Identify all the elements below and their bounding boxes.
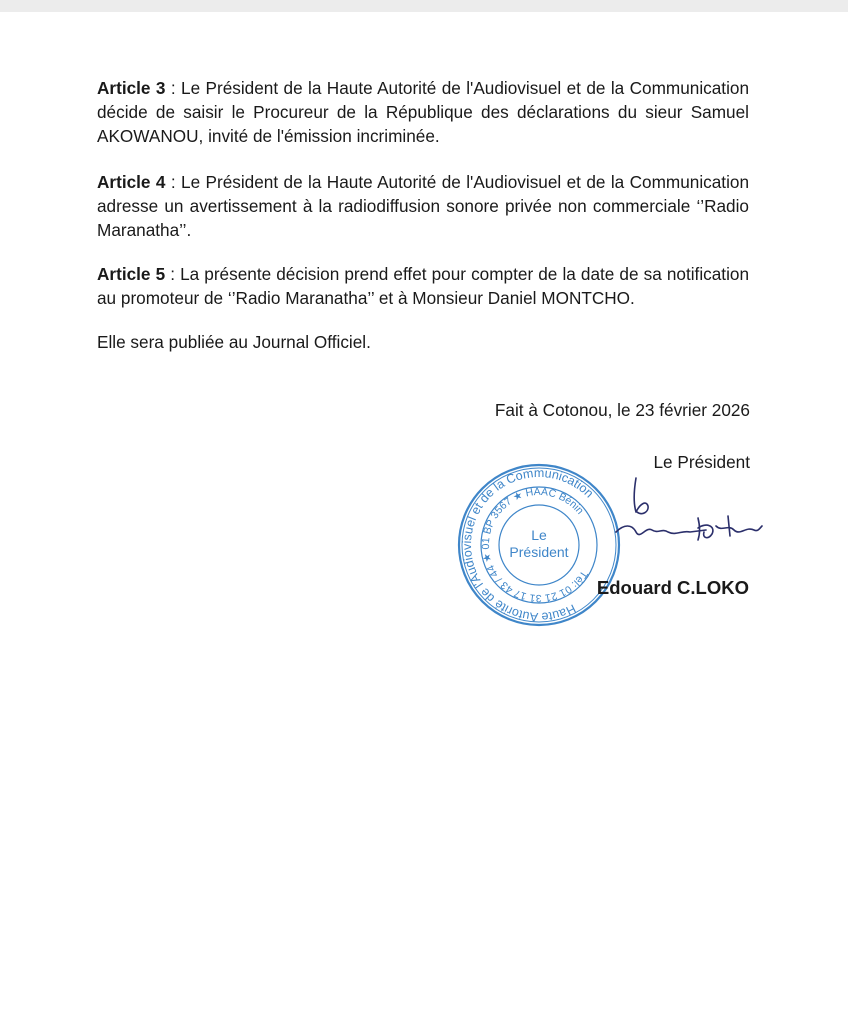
article-4-heading: Article 4 <box>97 172 166 192</box>
article-4-text: Le Président de la Haute Autorité de l'Audiovisuel et de la Communication adresse un avertissement à la radiodiffusion sonore privée non commerciale ‘’Radio Maranatha’’. <box>97 172 750 240</box>
article-5-text: La présente décision prend effet pour compter de la date de sa notification au promoteur de ‘’Radio Maranatha’’ et à Monsieur Daniel MONTCHO. <box>97 264 750 308</box>
article-5 <box>97 262 749 310</box>
stamp-center-line1: Le <box>531 527 547 543</box>
handwritten-signature <box>606 470 766 560</box>
stamp-outer-text: Haute Autorité de l'Audiovisuel et de la Communication <box>459 465 597 625</box>
stamp-inner-text: Tél: 01 21 31 17 43 / 44 ★ 01 BP 3567 ★ HAAC Bénin <box>479 485 590 605</box>
article-5-heading: Article 5 <box>97 264 166 284</box>
stamp-center-line2: Président <box>509 544 569 560</box>
article-3-text: Le Président de la Haute Autorité de l'Audiovisuel et de la Communication décide de saisir le Procureur de la République des déclarations du sieur Samuel AKOWANOU, invité de l'émission incriminée. <box>97 78 750 146</box>
article-3-separator: : <box>165 78 182 98</box>
article-4 <box>97 170 749 242</box>
signatory-name: Edouard C.LOKO <box>596 577 749 598</box>
official-stamp-seal <box>456 462 622 628</box>
article-3 <box>97 76 749 148</box>
publication-statement: Elle sera publiée au Journal Officiel. <box>97 332 371 352</box>
article-3-heading: Article 3 <box>97 78 166 98</box>
place-and-date: Fait à Cotonou, le 23 février 2026 <box>494 400 750 420</box>
article-5-separator: : <box>165 264 181 284</box>
article-4-separator: : <box>165 172 182 192</box>
top-edge-strip <box>0 0 848 12</box>
signatory-title: Le Président <box>653 452 750 472</box>
